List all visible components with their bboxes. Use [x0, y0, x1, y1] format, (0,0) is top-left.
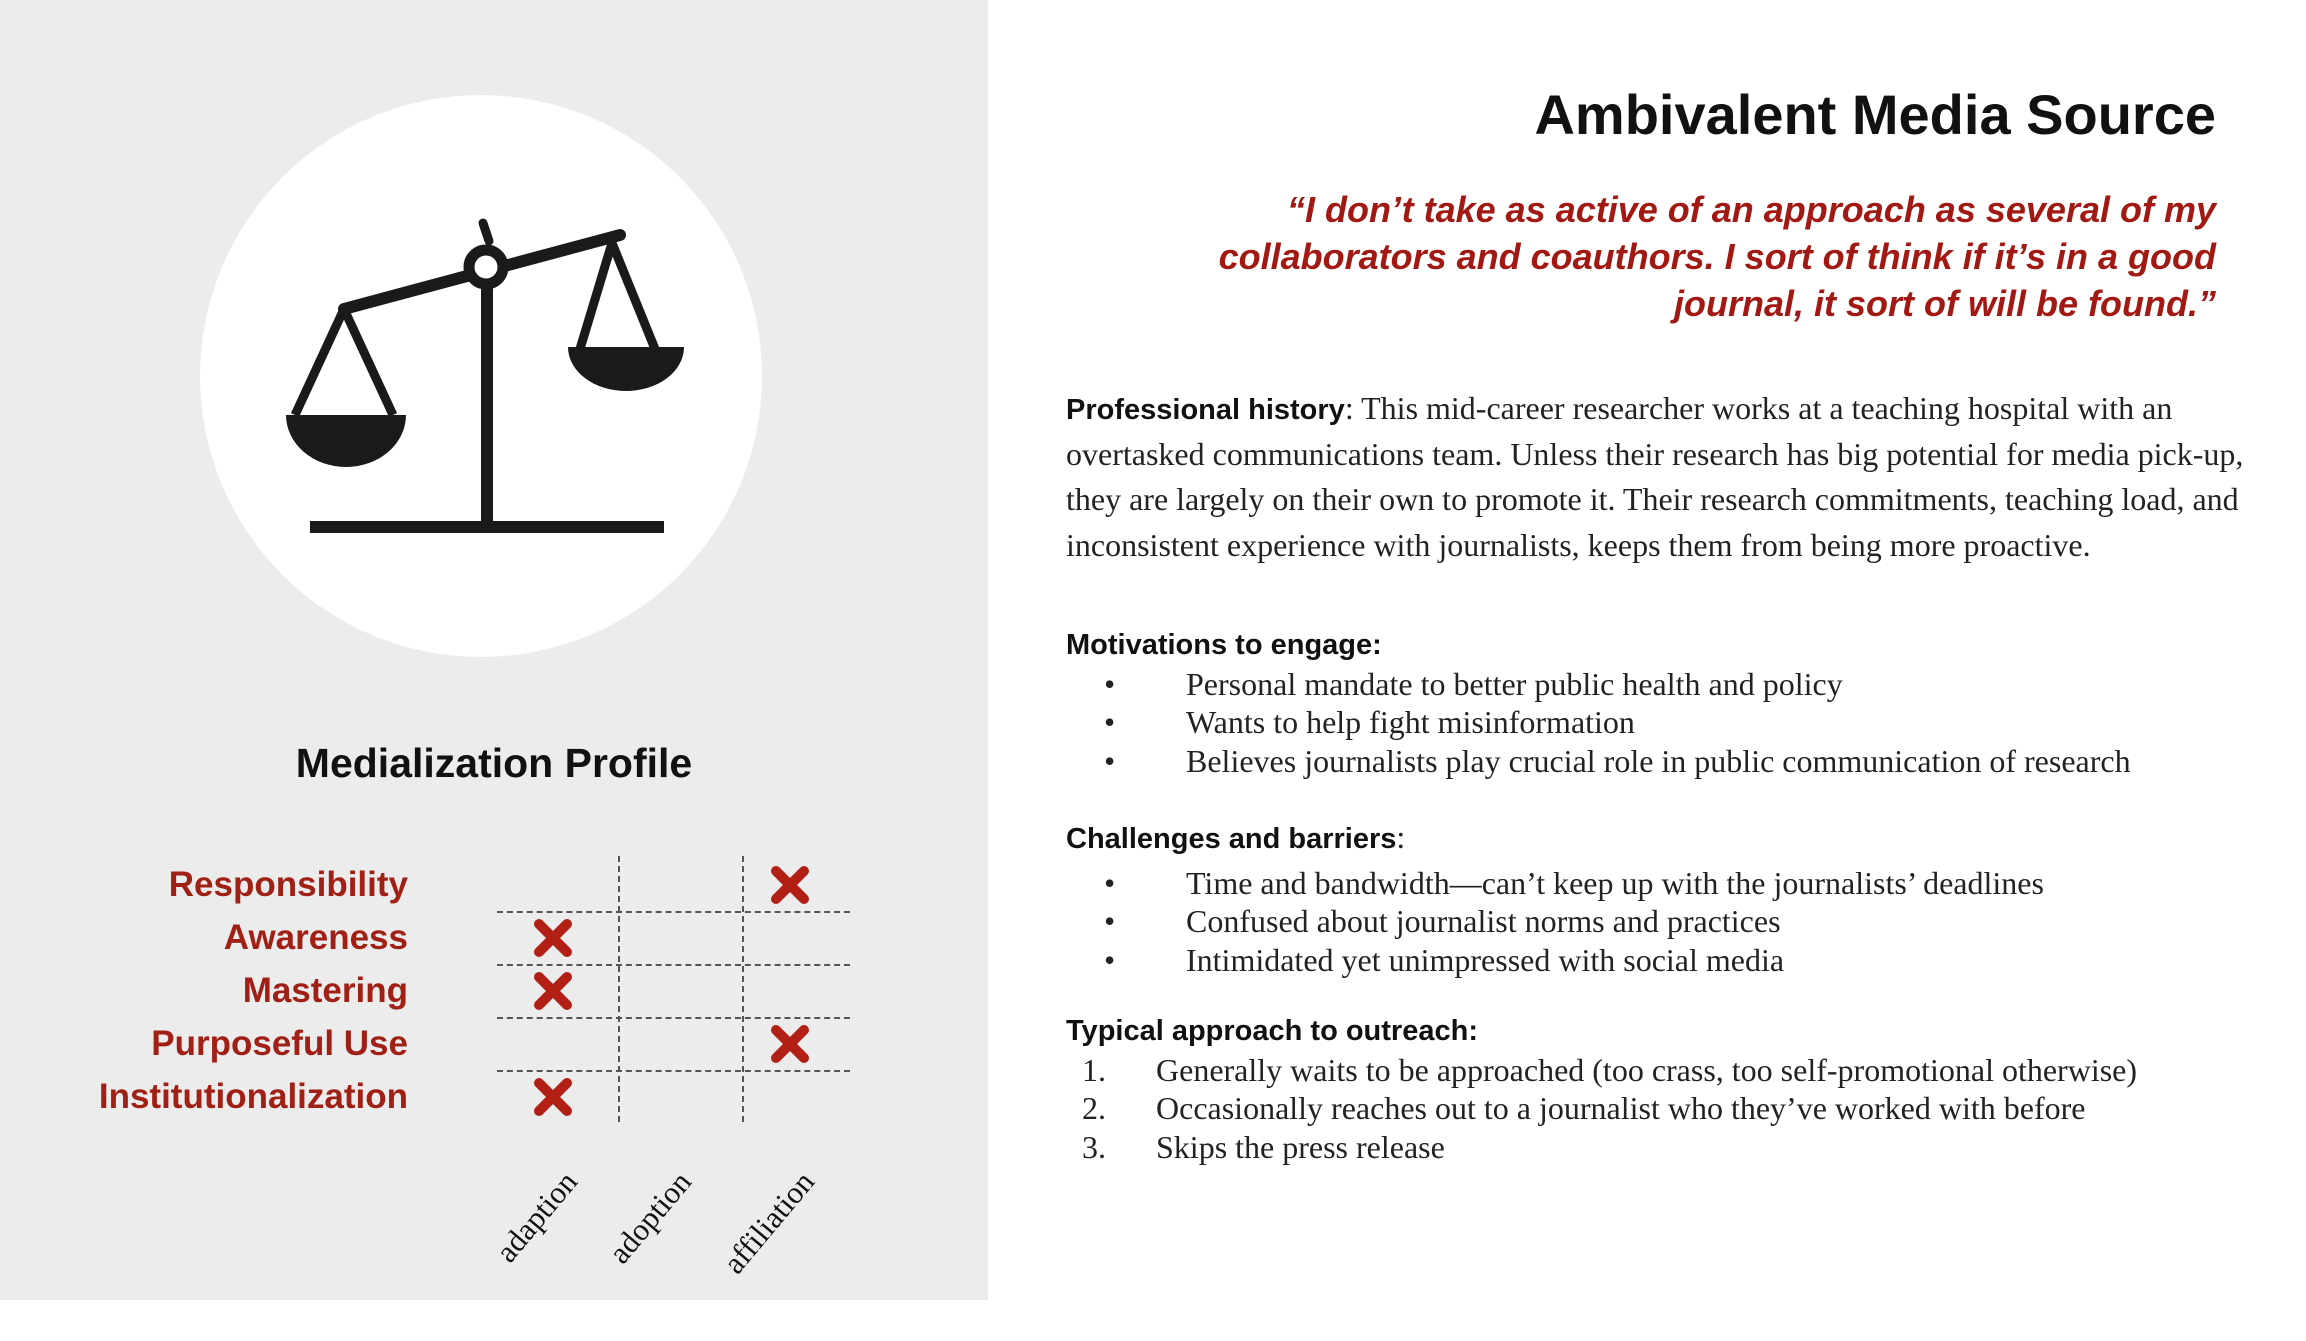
- section-approach: [1066, 1012, 2266, 1166]
- list-item-text: Intimidated yet unimpressed with social media: [1186, 941, 1785, 978]
- persona-panel: [988, 0, 2306, 1300]
- row-label: Awareness: [223, 918, 408, 957]
- list-number: 1.: [1082, 1051, 1106, 1088]
- row-label: Purposeful Use: [151, 1024, 408, 1063]
- profile-panel: [0, 0, 988, 1300]
- bullet-icon: •: [1104, 903, 1116, 940]
- motivations-list: [1066, 665, 2266, 781]
- x-mark-icon: [768, 863, 812, 907]
- challenges-heading: Challenges and barriers: [1066, 823, 1397, 855]
- grid-column-divider: [742, 856, 744, 1122]
- balance-scale-icon: [200, 95, 762, 657]
- icon-circle: [200, 95, 762, 657]
- persona-quote: “I don’t take as active of an approach as several of my collaborators and coauthors. I sort of think if it’s in a good journal, it sort of will be found.”: [1218, 189, 2216, 324]
- grid-row-divider: [497, 1017, 850, 1019]
- profile-title: Medialization Profile: [295, 740, 693, 786]
- bullet-icon: •: [1104, 941, 1116, 978]
- x-mark-icon: [531, 969, 575, 1013]
- grid-row-divider: [497, 1070, 850, 1072]
- list-number: 2.: [1082, 1090, 1106, 1127]
- list-item-text: Occasionally reaches out to a journalist who they’ve worked with before: [1156, 1090, 2086, 1127]
- section-challenges: [1066, 818, 2266, 979]
- row-label: Mastering: [242, 971, 408, 1010]
- history-text: : This mid-career researcher works at a teaching hospital with an overtasked communications team. Unless their research has big potential for media pick-up, they are largely on their own to promote it. Their research commitments, teaching load, and inconsistent experience with journalists, keeps them from being more proactive.: [1066, 390, 2244, 563]
- row-label: Responsibility: [168, 865, 408, 904]
- grid-row-divider: [497, 964, 850, 966]
- bullet-icon: •: [1104, 742, 1116, 779]
- x-mark-icon: [531, 916, 575, 960]
- list-item: [1066, 1089, 2266, 1128]
- column-label: affiliation: [716, 1164, 822, 1281]
- bullet-icon: •: [1104, 704, 1116, 741]
- list-item-text: Generally waits to be approached (too crass, too self-promotional otherwise): [1156, 1051, 2138, 1088]
- x-mark-icon: [768, 1022, 812, 1066]
- x-mark-icon: [531, 1075, 575, 1119]
- list-item: [1066, 941, 2266, 980]
- list-item-text: Time and bandwidth—can’t keep up with the journalists’ deadlines: [1186, 864, 2044, 901]
- motivations-heading: Motivations to engage:: [1066, 629, 1382, 661]
- approach-heading: Typical approach to outreach:: [1066, 1015, 1478, 1047]
- list-item: [1066, 665, 2266, 704]
- approach-list: [1066, 1051, 2266, 1167]
- list-item: [1066, 703, 2266, 742]
- list-item: [1066, 742, 2266, 781]
- list-number: 3.: [1082, 1128, 1106, 1165]
- list-item-text: Believes journalists play crucial role in public communication of research: [1186, 742, 2131, 779]
- list-item-text: Confused about journalist norms and practices: [1186, 903, 1781, 940]
- bullet-icon: •: [1104, 665, 1116, 702]
- challenges-list: [1066, 864, 2266, 980]
- list-item: [1066, 864, 2266, 903]
- challenges-heading-suffix: :: [1396, 819, 1406, 855]
- section-professional-history: [1066, 389, 2266, 571]
- column-label: adoption: [601, 1164, 699, 1271]
- column-label: adaption: [488, 1164, 585, 1269]
- list-item-text: Wants to help fight misinformation: [1186, 704, 1635, 741]
- list-item-text: Skips the press release: [1156, 1128, 1445, 1165]
- row-label: Institutionalization: [98, 1077, 408, 1116]
- bullet-icon: •: [1104, 864, 1116, 901]
- list-item: [1066, 1051, 2266, 1090]
- grid-row-divider: [497, 911, 850, 913]
- persona-title: Ambivalent Media Source: [1534, 83, 2216, 146]
- list-item-text: Personal mandate to better public health and policy: [1186, 665, 1843, 702]
- list-item: [1066, 1128, 2266, 1167]
- grid-column-divider: [618, 856, 620, 1122]
- history-heading: Professional history: [1066, 394, 1345, 426]
- section-motivations: [1066, 626, 2266, 780]
- list-item: [1066, 902, 2266, 941]
